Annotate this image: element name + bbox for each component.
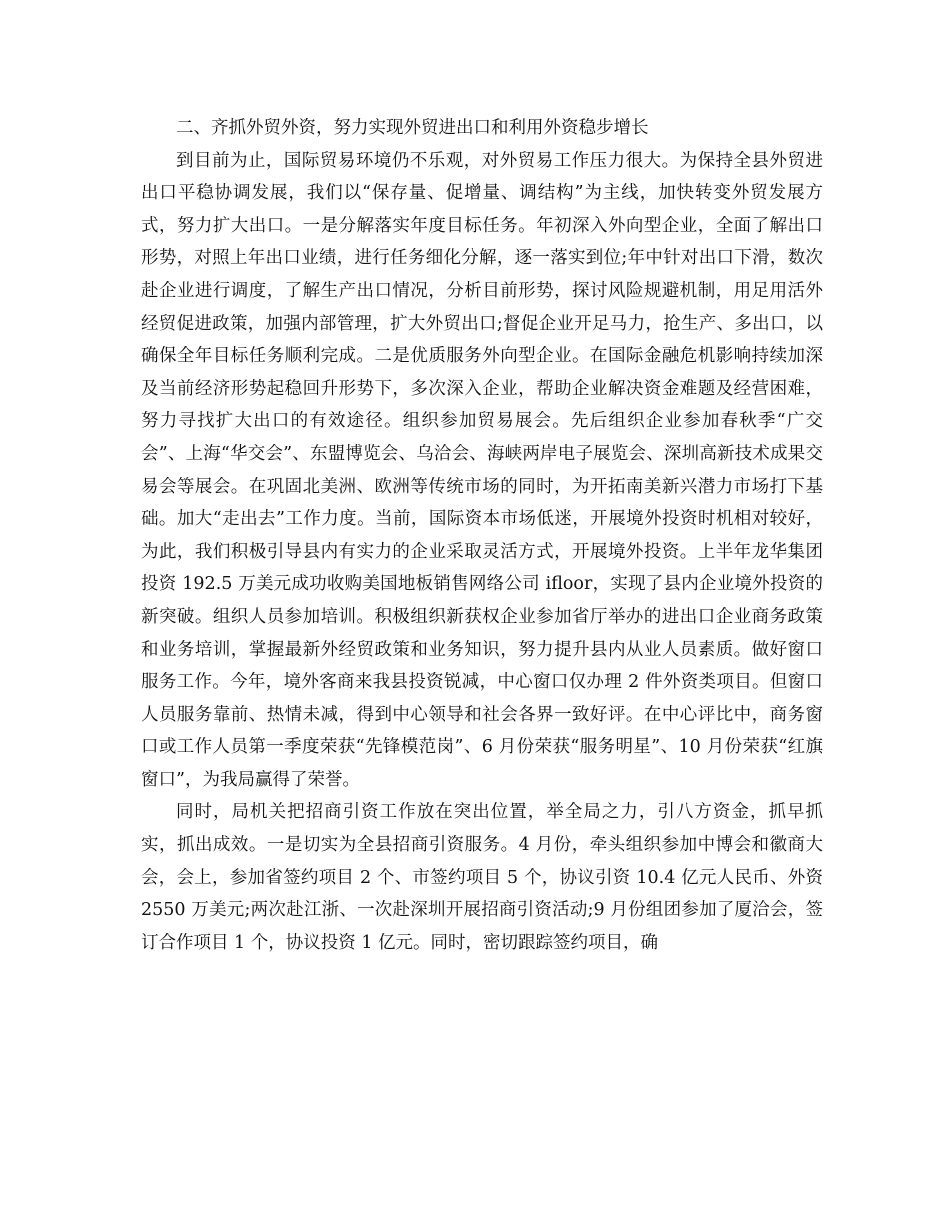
paragraph-investment-promotion: 同时，局机关把招商引资工作放在突出位置，举全局之力，引八方资金，抓早抓实，抓出成效。一是切实为全县招商引资服务。4 月份，牵头组织参加中博会和徽商大会，会上，参加省签约项目 2 个、市签约项目 5 个，协议引资 10.4 亿元人民币、外资 2550 万美元;两次赴江浙、一次赴深圳开展招商引资活动;9 月份组团参加了厦洽会，签订合作项目 1 个，协议投资 1 亿元。同时，密切跟踪签约项目，确 bbox=[141, 802, 823, 953]
paragraph-foreign-trade: 到目前为止，国际贸易环境仍不乐观，对外贸易工作压力很大。为保持全县外贸进出口平稳协调发展，我们以“保存量、促增量、调结构”为主线，加快转变外贸发展方式，努力扩大出口。一是分解落实年度目标任务。年初深入外向型企业，全面了解出口形势，对照上年出口业绩，进行任务细化分解，逐一落实到位;年中针对出口下滑，数次赴企业进行调度，了解生产出口情况，分析目前形势，探讨风险规避机制，用足用活外经贸促进政策，加强内部管理，扩大外贸出口;督促企业开足马力，抢生产、多出口，以确保全年目标任务顺利完成。二是优质服务外向型企业。在国际金融危机影响持续加深及当前经济形势起稳回升形势下，多次深入企业，帮助企业解决资金难题及经营困难，努力寻找扩大出口的有效途径。组织参加贸易展会。先后组织企业参加春秋季“广交会”、上海“华交会”、东盟博览会、乌洽会、海峡两岸电子展览会、深圳高新技术成果交易会等展会。在巩固北美洲、欧洲等传统市场的同时，为开拓南美新兴潜力市场打下基础。加大“走出去”工作力度。当前，国际资本市场低迷，开展境外投资时机相对较好，为此，我们积极引导县内有实力的企业采取灵活方式，开展境外投资。上半年龙华集团投资 192.5 万美元成功收购美国地板销售网络公司 ifloor，实现了县内企业境外投资的新突破。组织人员参加培训。积极组织新获权企业参加省厅举办的进出口企业商务政策和业务培训，掌握最新外经贸政策和业务知识，努力提升县内从业人员素质。做好窗口服务工作。今年，境外客商来我县投资锐减，中心窗口仅办理 2 件外资类项目。但窗口人员服务靠前、热情未减，得到中心领导和社会各界一致好评。在中心评比中，商务窗口或工作人员第一季度荣获“先锋模范岗”、6 月份荣获“服务明星”、10 月份荣获“红旗窗口”，为我局赢得了荣誉。 bbox=[141, 150, 823, 790]
section-heading: 二、齐抓外贸外资，努力实现外贸进出口和利用外资稳步增长 bbox=[176, 118, 649, 138]
document-body bbox=[141, 112, 823, 959]
